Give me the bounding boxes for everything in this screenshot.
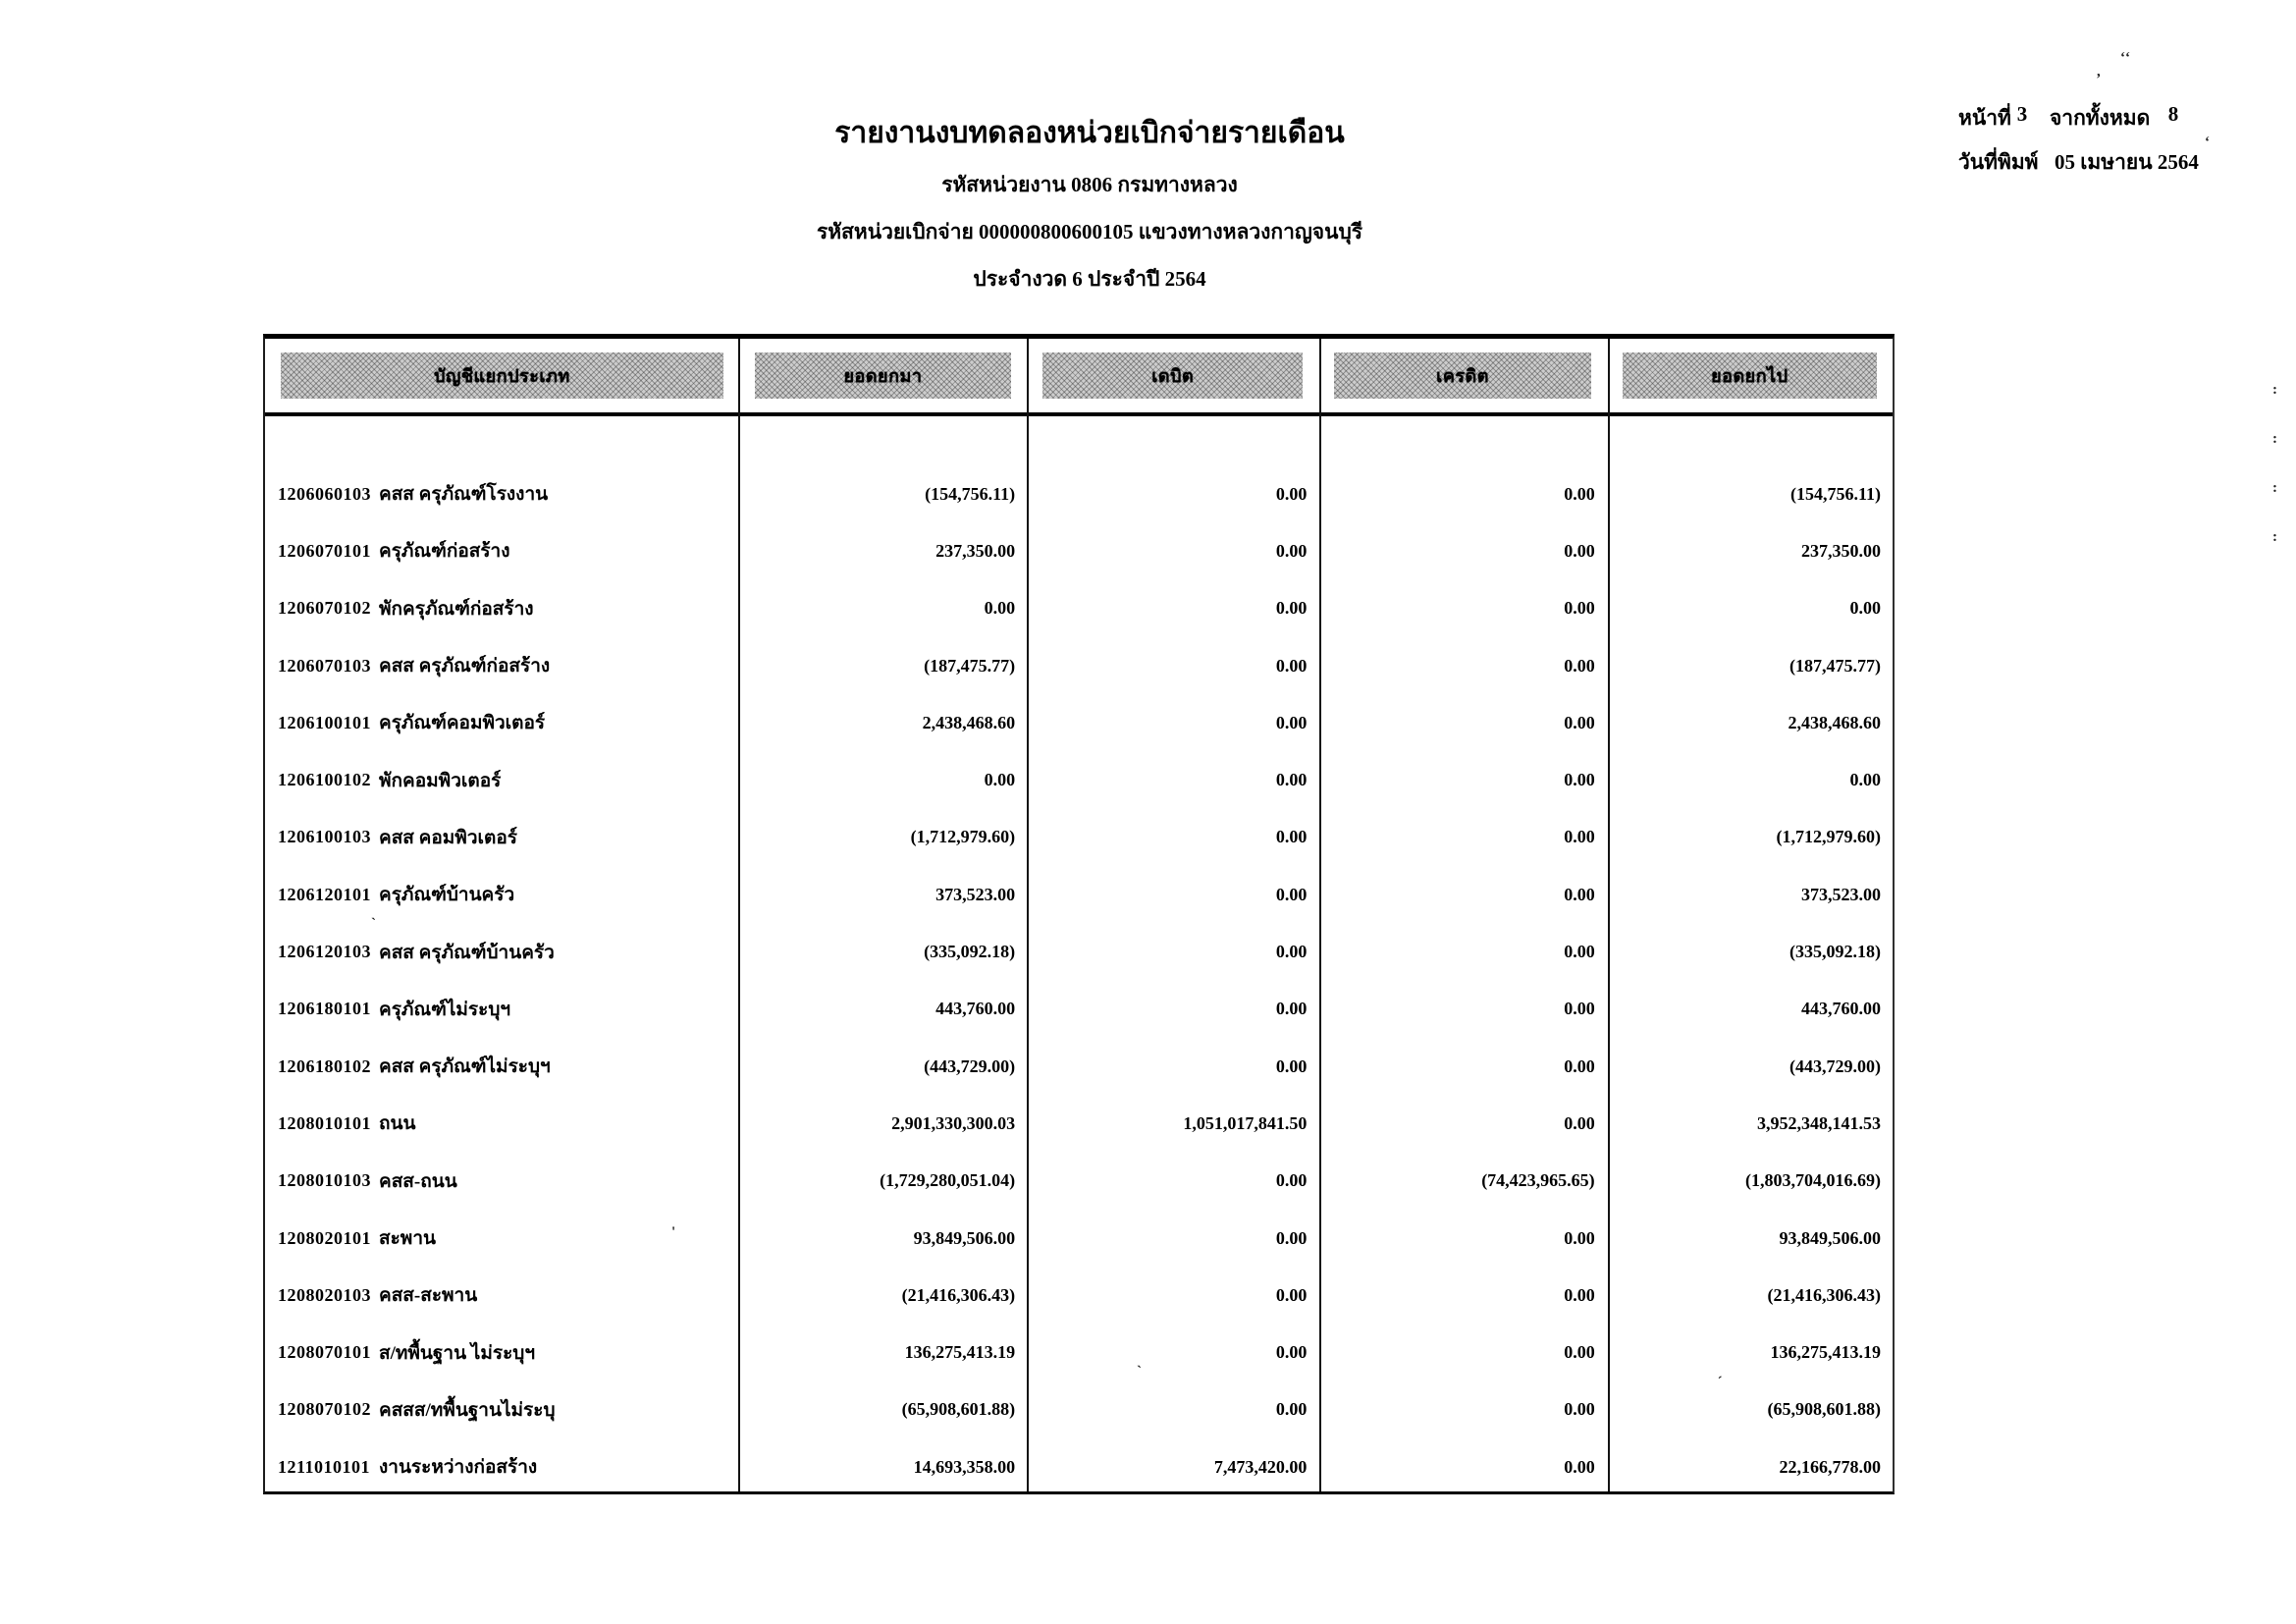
credit-amount: 0.00 bbox=[1564, 1056, 1595, 1076]
scan-speck: , bbox=[2097, 64, 2101, 80]
debit-amount: 0.00 bbox=[1275, 655, 1308, 676]
credit-amount: 0.00 bbox=[1564, 1284, 1595, 1305]
credit-amount: 0.00 bbox=[1564, 540, 1595, 561]
closing-amount: (187,475.77) bbox=[1789, 655, 1881, 676]
credit-amount: 0.00 bbox=[1564, 827, 1595, 847]
opening-amount: (443,729.00) bbox=[924, 1056, 1016, 1076]
account-cell bbox=[265, 880, 739, 909]
account-cell bbox=[265, 1166, 739, 1196]
debit-amount: 0.00 bbox=[1275, 483, 1308, 504]
closing-amount: 237,350.00 bbox=[1801, 540, 1881, 561]
column-header-label: ยอดยกมา bbox=[755, 352, 1011, 399]
account-name: คสส ครุภัณฑ์บ้านครัว bbox=[379, 942, 555, 963]
closing-amount: 0.00 bbox=[1849, 598, 1881, 619]
opening-amount: (1,712,979.60) bbox=[910, 827, 1016, 847]
closing-amount: 0.00 bbox=[1849, 770, 1881, 790]
opening-amount: 237,350.00 bbox=[935, 540, 1016, 561]
account-code: 1206100101 bbox=[278, 712, 371, 732]
account-cell bbox=[265, 1280, 739, 1310]
account-code: 1206120103 bbox=[278, 942, 371, 962]
debit-amount: 0.00 bbox=[1275, 540, 1308, 561]
page-number-label: หน้าที่ bbox=[1958, 106, 2011, 130]
opening-amount: (154,756.11) bbox=[925, 483, 1016, 504]
debit-amount: 0.00 bbox=[1275, 1342, 1308, 1363]
account-name: ครุภัณฑ์ไม่ระบุฯ bbox=[379, 999, 511, 1020]
disbursement-unit-line: รหัสหน่วยเบิกจ่าย 000000800600105 แขวงทางหลวงกาญจนบุรี bbox=[816, 220, 1363, 244]
print-date-value: 05 เมษายน 2564 bbox=[2055, 150, 2199, 174]
column-header-closing bbox=[1607, 339, 1893, 412]
account-cell bbox=[265, 1395, 739, 1425]
table-row bbox=[265, 694, 1893, 751]
opening-amount: (335,092.18) bbox=[924, 942, 1016, 962]
debit-amount: 0.00 bbox=[1275, 712, 1308, 732]
closing-amount: (154,756.11) bbox=[1790, 483, 1881, 504]
account-code: 1211010101 bbox=[278, 1456, 371, 1477]
scan-speck: ˏ bbox=[1718, 1364, 1723, 1380]
account-name: งานระหว่างก่อสร้าง bbox=[379, 1457, 538, 1479]
account-code: 1208070101 bbox=[278, 1342, 371, 1363]
opening-amount: (187,475.77) bbox=[924, 655, 1016, 676]
table-row bbox=[265, 1381, 1893, 1438]
table-body bbox=[265, 416, 1893, 1491]
table-row bbox=[265, 1438, 1893, 1495]
scan-speck: ʻʻ bbox=[2120, 50, 2130, 66]
scan-speck: ' bbox=[671, 1224, 676, 1240]
account-cell bbox=[265, 479, 739, 509]
debit-amount: 0.00 bbox=[1275, 1170, 1308, 1191]
table-header-row bbox=[265, 339, 1893, 416]
account-name: ครุภัณฑ์บ้านครัว bbox=[379, 885, 515, 906]
column-header-label: บัญชีแยกประเภท bbox=[281, 352, 723, 399]
debit-amount: 0.00 bbox=[1275, 1284, 1308, 1305]
debit-amount: 0.00 bbox=[1275, 999, 1308, 1019]
debit-amount: 0.00 bbox=[1275, 1227, 1308, 1248]
table-row bbox=[265, 1267, 1893, 1324]
credit-amount: 0.00 bbox=[1564, 712, 1595, 732]
debit-amount: 7,473,420.00 bbox=[1213, 1456, 1308, 1477]
account-code: 1208010103 bbox=[278, 1170, 371, 1191]
table-row bbox=[265, 809, 1893, 866]
credit-amount: 0.00 bbox=[1564, 770, 1595, 790]
closing-amount: (21,416,306.43) bbox=[1767, 1284, 1881, 1305]
opening-amount: 373,523.00 bbox=[935, 884, 1016, 904]
column-divider bbox=[1027, 339, 1029, 1491]
account-code: 1208020101 bbox=[278, 1227, 371, 1248]
opening-amount: (1,729,280,051.04) bbox=[880, 1170, 1016, 1191]
table-row bbox=[265, 1324, 1893, 1380]
scan-speck: : bbox=[2272, 431, 2277, 447]
credit-amount: 0.00 bbox=[1564, 942, 1595, 962]
closing-amount: 22,166,778.00 bbox=[1779, 1456, 1881, 1477]
opening-amount: 2,901,330,300.03 bbox=[891, 1112, 1016, 1133]
table-row bbox=[265, 465, 1893, 522]
account-name: ส/ทพื้นฐาน ไม่ระบุฯ bbox=[379, 1342, 536, 1364]
opening-amount: 93,849,506.00 bbox=[913, 1227, 1016, 1248]
account-cell bbox=[265, 766, 739, 795]
table-row bbox=[265, 923, 1893, 980]
opening-amount: 2,438,468.60 bbox=[922, 712, 1016, 732]
agency-code-line: รหัสหน่วยงาน 0806 กรมทางหลวง bbox=[941, 173, 1238, 196]
account-name: ครุภัณฑ์ก่อสร้าง bbox=[379, 541, 510, 563]
opening-amount: 136,275,413.19 bbox=[904, 1342, 1016, 1363]
scan-speck: : bbox=[2272, 529, 2277, 545]
table-row bbox=[265, 1210, 1893, 1267]
table-row bbox=[265, 751, 1893, 808]
credit-amount: 0.00 bbox=[1564, 598, 1595, 619]
column-header-label: เครดิต bbox=[1334, 352, 1590, 399]
credit-amount: 0.00 bbox=[1564, 884, 1595, 904]
column-header-account bbox=[265, 339, 739, 412]
debit-amount: 0.00 bbox=[1275, 827, 1308, 847]
account-cell bbox=[265, 1109, 739, 1138]
debit-amount: 1,051,017,841.50 bbox=[1183, 1112, 1308, 1133]
account-cell bbox=[265, 594, 739, 623]
credit-amount: 0.00 bbox=[1564, 1342, 1595, 1363]
account-code: 1206180101 bbox=[278, 999, 371, 1019]
total-pages-value: 8 bbox=[2167, 102, 2179, 126]
closing-amount: 93,849,506.00 bbox=[1779, 1227, 1881, 1248]
column-divider bbox=[1319, 339, 1321, 1491]
account-code: 1208020103 bbox=[278, 1284, 371, 1305]
debit-amount: 0.00 bbox=[1275, 1056, 1308, 1076]
account-code: 1206180102 bbox=[278, 1056, 371, 1076]
column-header-label: ยอดยกไป bbox=[1623, 352, 1877, 399]
account-cell bbox=[265, 1338, 739, 1368]
column-header-label: เดบิต bbox=[1042, 352, 1303, 399]
table-row bbox=[265, 522, 1893, 579]
closing-amount: (443,729.00) bbox=[1789, 1056, 1881, 1076]
credit-amount: 0.00 bbox=[1564, 1227, 1595, 1248]
opening-amount: (21,416,306.43) bbox=[901, 1284, 1016, 1305]
debit-amount: 0.00 bbox=[1275, 1399, 1308, 1420]
closing-amount: (65,908,601.88) bbox=[1767, 1399, 1881, 1420]
account-name: ถนน bbox=[379, 1113, 416, 1135]
closing-amount: (1,712,979.60) bbox=[1776, 827, 1881, 847]
account-code: 1206070101 bbox=[278, 540, 371, 561]
table-row bbox=[265, 981, 1893, 1038]
opening-amount: 14,693,358.00 bbox=[913, 1456, 1016, 1477]
closing-amount: 3,952,348,141.53 bbox=[1757, 1112, 1881, 1133]
account-name: คสส ครุภัณฑ์โรงงาน bbox=[379, 484, 549, 506]
account-name: พักคอมพิวเตอร์ bbox=[379, 770, 502, 791]
table-row bbox=[265, 580, 1893, 637]
closing-amount: 373,523.00 bbox=[1801, 884, 1881, 904]
account-name: คสสส/ทพื้นฐานไม่ระบุ bbox=[379, 1399, 556, 1421]
credit-amount: 0.00 bbox=[1564, 1456, 1595, 1477]
account-code: 1206120101 bbox=[278, 884, 371, 904]
closing-amount: 2,438,468.60 bbox=[1788, 712, 1881, 732]
debit-amount: 0.00 bbox=[1275, 598, 1308, 619]
table-row bbox=[265, 1095, 1893, 1152]
scan-speck: ` bbox=[371, 916, 376, 932]
table-row bbox=[265, 1038, 1893, 1095]
column-divider bbox=[1608, 339, 1610, 1491]
opening-amount: 0.00 bbox=[984, 598, 1016, 619]
account-name: ครุภัณฑ์คอมพิวเตอร์ bbox=[379, 713, 546, 734]
account-cell bbox=[265, 1052, 739, 1081]
page-number-value: 3 bbox=[2016, 102, 2028, 126]
table-row bbox=[265, 637, 1893, 694]
opening-amount: 0.00 bbox=[984, 770, 1016, 790]
debit-amount: 0.00 bbox=[1275, 884, 1308, 904]
account-code: 1208010101 bbox=[278, 1112, 371, 1133]
account-code: 1206070102 bbox=[278, 598, 371, 619]
scan-speck: : bbox=[2272, 480, 2277, 496]
column-header-opening bbox=[739, 339, 1027, 412]
account-cell bbox=[265, 938, 739, 967]
closing-amount: 443,760.00 bbox=[1801, 999, 1881, 1019]
column-header-debit bbox=[1027, 339, 1318, 412]
opening-amount: (65,908,601.88) bbox=[901, 1399, 1016, 1420]
closing-amount: (1,803,704,016.69) bbox=[1745, 1170, 1881, 1191]
credit-amount: 0.00 bbox=[1564, 999, 1595, 1019]
credit-amount: 0.00 bbox=[1564, 655, 1595, 676]
account-name: สะพาน bbox=[379, 1228, 436, 1249]
account-code: 1206070103 bbox=[278, 655, 371, 676]
credit-amount: 0.00 bbox=[1564, 1112, 1595, 1133]
account-cell bbox=[265, 995, 739, 1024]
column-divider bbox=[738, 339, 740, 1491]
trial-balance-table bbox=[263, 334, 1895, 1494]
account-code: 1206100102 bbox=[278, 770, 371, 790]
debit-amount: 0.00 bbox=[1275, 942, 1308, 962]
column-header-credit bbox=[1318, 339, 1606, 412]
account-name: พักครุภัณฑ์ก่อสร้าง bbox=[379, 598, 534, 620]
print-date-label: วันที่พิมพ์ bbox=[1958, 150, 2039, 174]
account-name: คสส ครุภัณฑ์ก่อสร้าง bbox=[379, 656, 551, 677]
credit-amount: (74,423,965.65) bbox=[1481, 1170, 1595, 1191]
credit-amount: 0.00 bbox=[1564, 1399, 1595, 1420]
scan-speck: ʻ bbox=[2205, 135, 2210, 150]
account-cell bbox=[265, 651, 739, 680]
total-pages-label: จากทั้งหมด bbox=[2050, 106, 2151, 130]
account-cell bbox=[265, 823, 739, 852]
closing-amount: (335,092.18) bbox=[1789, 942, 1881, 962]
account-name: คสส คอมพิวเตอร์ bbox=[379, 827, 517, 848]
scan-speck: ` bbox=[1137, 1364, 1142, 1380]
account-cell bbox=[265, 536, 739, 566]
debit-amount: 0.00 bbox=[1275, 770, 1308, 790]
table-row bbox=[265, 866, 1893, 923]
period-line: ประจำงวด 6 ประจำปี 2564 bbox=[973, 267, 1206, 291]
table-row bbox=[265, 1153, 1893, 1210]
account-cell bbox=[265, 708, 739, 737]
report-title: รายงานงบทดลองหน่วยเบิกจ่ายรายเดือน bbox=[834, 117, 1345, 149]
account-name: คสส ครุภัณฑ์ไม่ระบุฯ bbox=[379, 1056, 551, 1078]
account-cell bbox=[265, 1452, 739, 1482]
account-name: คสส-สะพาน bbox=[379, 1285, 478, 1307]
account-cell bbox=[265, 1223, 739, 1253]
account-code: 1206100103 bbox=[278, 827, 371, 847]
account-name: คสส-ถนน bbox=[379, 1170, 457, 1192]
closing-amount: 136,275,413.19 bbox=[1770, 1342, 1881, 1363]
account-code: 1206060103 bbox=[278, 483, 371, 504]
account-code: 1208070102 bbox=[278, 1399, 371, 1420]
scan-speck: : bbox=[2272, 382, 2277, 398]
opening-amount: 443,760.00 bbox=[935, 999, 1016, 1019]
credit-amount: 0.00 bbox=[1564, 483, 1595, 504]
